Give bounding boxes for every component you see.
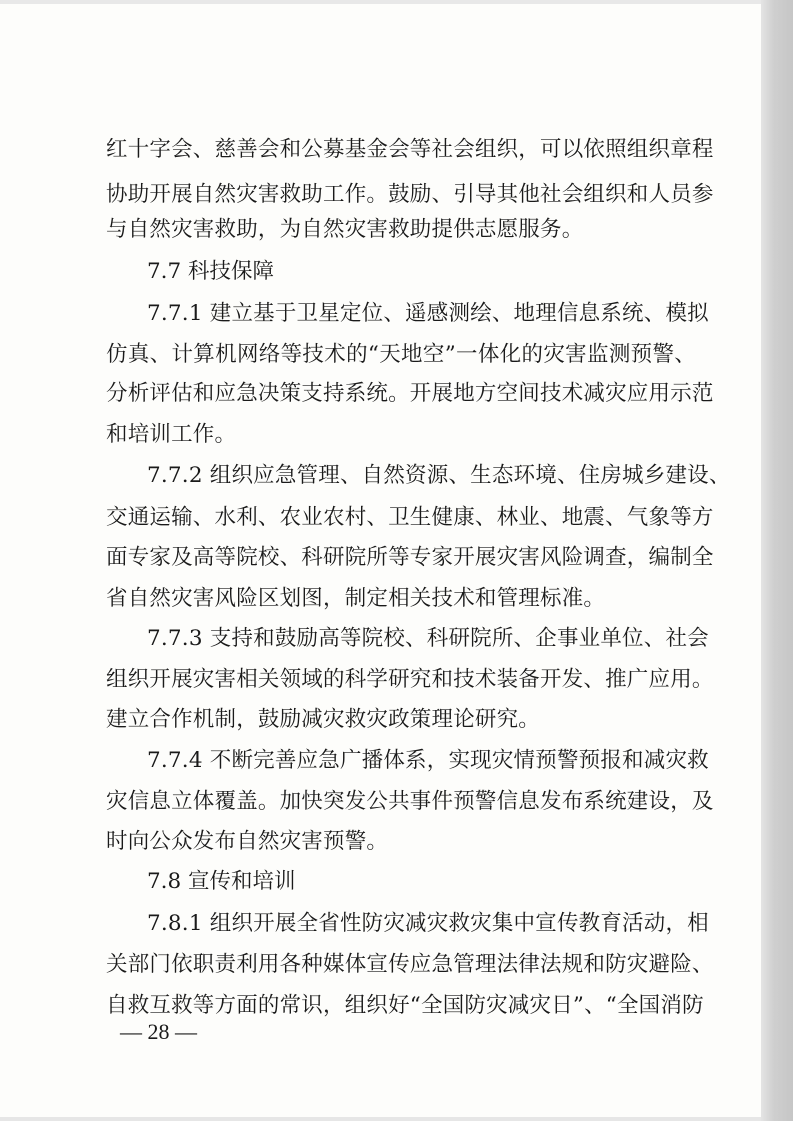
- body-text-line: 7.7.3 支持和鼓励高等院校、科研院所、企事业单位、社会: [147, 626, 709, 651]
- body-text-line: 协助开展自然灾害救助工作。鼓励、引导其他社会组织和人员参: [106, 182, 714, 207]
- body-text-line: 7.7.1 建立基于卫星定位、遥感测绘、地理信息系统、模拟: [147, 301, 709, 326]
- body-text-line: 7.8.1 组织开展全省性防灾减灾救灾集中宣传教育活动，相: [147, 911, 709, 936]
- body-text-line: 7.7.2 组织应急管理、自然资源、生态环境、住房城乡建设、: [147, 463, 731, 488]
- body-text-line: 面专家及高等院校、科研院所等专家开展灾害风险调查，编制全: [106, 545, 714, 570]
- scan-margin-strip: [761, 0, 793, 1121]
- body-text-line: 7.7.4 不断完善应急广播体系，实现灾情预警预报和减灾救: [147, 748, 709, 773]
- body-text-line: 红十字会、慈善会和公募基金会等社会组织，可以依照组织章程: [106, 137, 714, 162]
- body-text-line: 省自然灾害风险区划图，制定相关技术和管理标准。: [106, 586, 606, 611]
- section-heading: 7.8 宣传和培训: [147, 869, 296, 894]
- body-text-line: 和培训工作。: [106, 422, 237, 447]
- page-top-edge: [0, 0, 761, 4]
- body-text-line: 分析评估和应急决策支持系统。开展地方空间技术减灾应用示范: [106, 381, 714, 406]
- body-text-line: 与自然灾害救助，为自然灾害救助提供志愿服务。: [106, 217, 584, 242]
- page-number: — 28 —: [120, 1019, 197, 1044]
- body-text-line: 仿真、计算机网络等技术的“天地空”一体化的灾害监测预警、: [106, 342, 696, 367]
- page-bottom-edge: [0, 1117, 761, 1121]
- body-text-line: 时向公众发布自然灾害预警。: [106, 829, 389, 854]
- section-heading: 7.7 科技保障: [147, 259, 275, 284]
- body-text-line: 交通运输、水利、农业农村、卫生健康、林业、地震、气象等方: [106, 505, 714, 530]
- body-text-line: 关部门依职责利用各种媒体宣传应急管理法律法规和防灾避险、: [106, 952, 714, 977]
- body-text-line: 灾信息立体覆盖。加快突发公共事件预警信息发布系统建设，及: [106, 789, 714, 814]
- body-text-line: 组织开展灾害相关领域的科学研究和技术装备开发、推广应用。: [106, 667, 714, 692]
- body-text-line: 自救互救等方面的常识，组织好“全国防灾减灾日”、“全国消防: [106, 993, 704, 1018]
- body-text-line: 建立合作机制，鼓励减灾救灾政策理论研究。: [106, 707, 541, 732]
